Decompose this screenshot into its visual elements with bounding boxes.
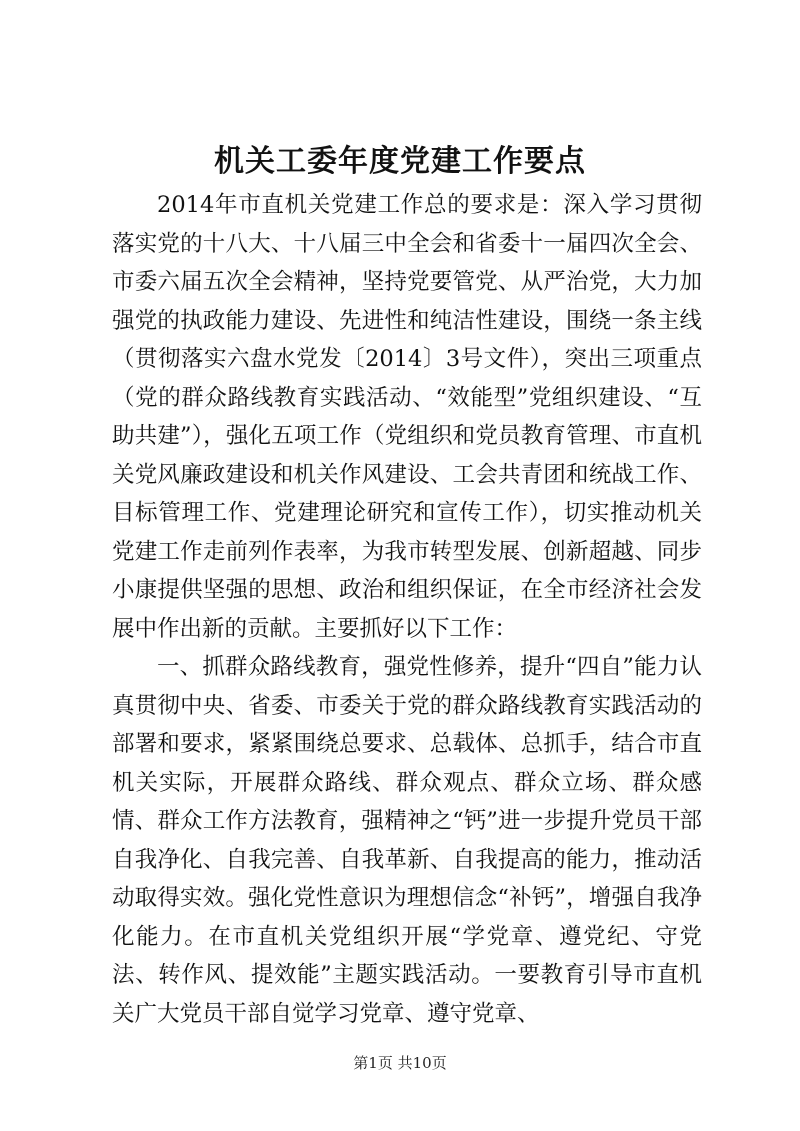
document-body: [112, 186, 702, 1033]
paragraph-general-requirements: 2014年市直机关党建工作总的要求是：深入学习贯彻落实党的十八大、十八届三中全会和省委十一届四次全会、市委六届五次全会精神，坚持党要管党、从严治党，大力加强党的执政能力建设、先进性和纯洁性建设，围绕一条主线（贯彻落实六盘水党发〔2014〕3号文件），突出三项重点（党的群众路线教育实践活动、“效能型”党组织建设、“互助共建”），强化五项工作（党组织和党员教育管理、市直机关党风廉政建设和机关作风建设、工会共青团和统战工作、目标管理工作、党建理论研究和宣传工作），切实推动机关党建工作走前列作表率，为我市转型发展、创新超越、同步小康提供坚强的思想、政治和组织保证，在全市经济社会发展中作出新的贡献。主要抓好以下工作：: [112, 192, 702, 642]
paragraph-section-one: 一、抓群众路线教育，强党性修养，提升“四自”能力认真贯彻中央、省委、市委关于党的群众路线教育实践活动的部署和要求，紧紧围绕总要求、总载体、总抓手，结合市直机关实际，开展群众路线、群众观点、群众立场、群众感情、群众工作方法教育，强精神之“钙”进一步提升党员干部自我净化、自我完善、自我革新、自我提高的能力，推动活动取得实效。强化党性意识为理想信念“补钙”，增强自我净化能力。在市直机关党组织开展“学党章、遵党纪、守党法、转作风、提效能”主题实践活动。一要教育引导市直机关广大党员干部自觉学习党章、遵守党章、: [112, 654, 702, 1027]
page-number-footer: 第1页 共10页: [353, 1054, 447, 1072]
document-title: 机关工委年度党建工作要点: [214, 144, 586, 179]
